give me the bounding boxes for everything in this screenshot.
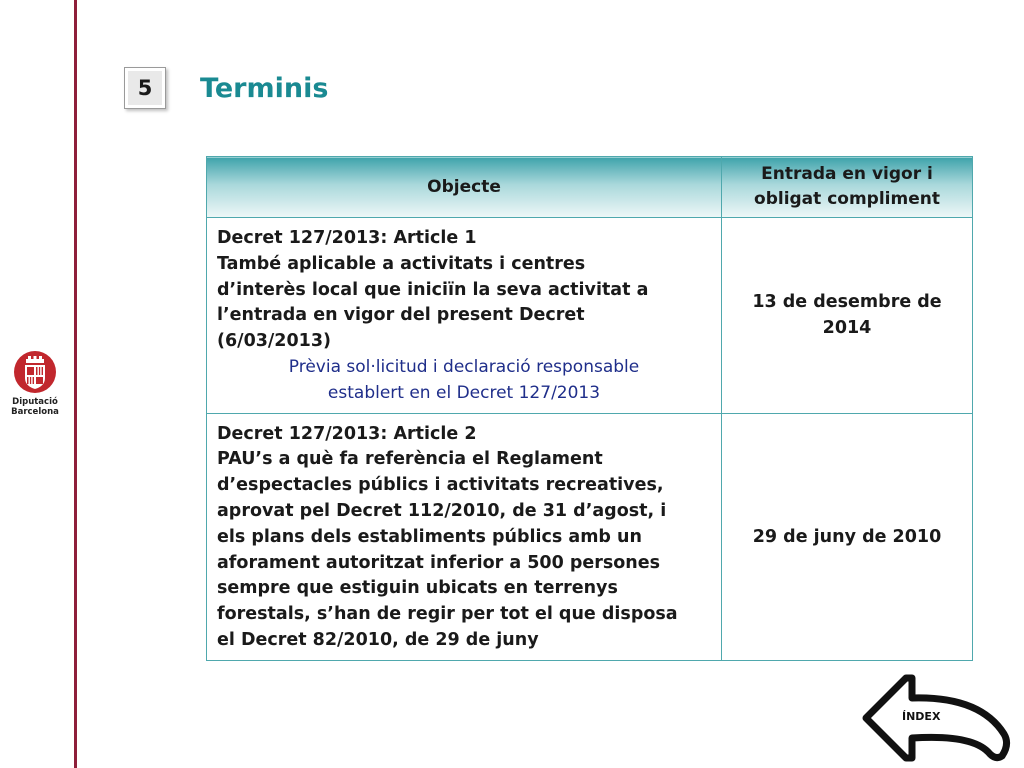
diputacio-barcelona-logo [8, 350, 62, 417]
row-1-date-line-1: 13 de desembre de [752, 292, 942, 313]
objecte-cell [207, 413, 722, 660]
row-1-line-5: (6/03/2013) [217, 331, 332, 352]
row-2-line-6: aforament autoritzat inferior a 500 persones [217, 552, 661, 573]
logo-text [8, 397, 62, 417]
index-label: ÍNDEX [902, 710, 941, 723]
row-2-date-line-1: 29 de juny de 2010 [752, 526, 942, 547]
left-vertical-rule [74, 0, 77, 768]
date-cell [722, 218, 973, 414]
row-1-note-line-1: Prèvia sol·licitud i declaració responsable [288, 356, 640, 377]
deadlines-table [206, 156, 973, 661]
objecte-cell [207, 218, 722, 414]
date-cell [722, 413, 973, 660]
row-2-line-4: aprovat pel Decret 112/2010, de 31 d’agost, i [217, 500, 667, 521]
row-2-line-3: d’espectacles públics i activitats recreatives, [217, 475, 664, 496]
barcelona-seal-icon [13, 350, 57, 394]
row-1-line-1: Decret 127/2013: Article 1 [217, 228, 477, 248]
row-2-line-8: forestals, s’han de regir per tot el que disposa [217, 604, 678, 625]
section-number-badge: 5 [124, 67, 166, 109]
row-2-line-7: sempre que estiguin ubicats en terrenys [217, 578, 618, 599]
table-row [207, 218, 973, 414]
header-entrada-line-1: Entrada en vigor i [761, 164, 933, 184]
page-title: Terminis [200, 73, 329, 104]
header-entrada-en-vigor [722, 157, 973, 218]
row-2-line-2: PAU’s a què fa referència el Reglament [217, 449, 603, 470]
header-entrada-line-2: obligat compliment [754, 189, 940, 209]
row-1-line-3: d’interès local que iniciïn la seva activitat a [217, 279, 649, 300]
logo-line-2: Barcelona [11, 407, 59, 417]
row-1-date-line-2: 2014 [822, 318, 872, 339]
row-2-line-9: el Decret 82/2010, de 29 de juny [217, 629, 539, 650]
index-back-button[interactable] [862, 674, 1012, 764]
header-objecte: Objecte [207, 157, 722, 218]
row-1-line-4: l’entrada en vigor del present Decret [217, 305, 585, 326]
row-2-line-1: Decret 127/2013: Article 2 [217, 423, 477, 444]
logo-line-1: Diputació [12, 397, 58, 407]
row-1-line-2: També aplicable a activitats i centres [217, 253, 586, 274]
table-header-row [207, 157, 973, 218]
table-row [207, 413, 973, 660]
row-2-line-5: els plans dels establiments públics amb un [217, 526, 642, 547]
row-1-note-line-2: establert en el Decret 127/2013 [327, 382, 601, 403]
